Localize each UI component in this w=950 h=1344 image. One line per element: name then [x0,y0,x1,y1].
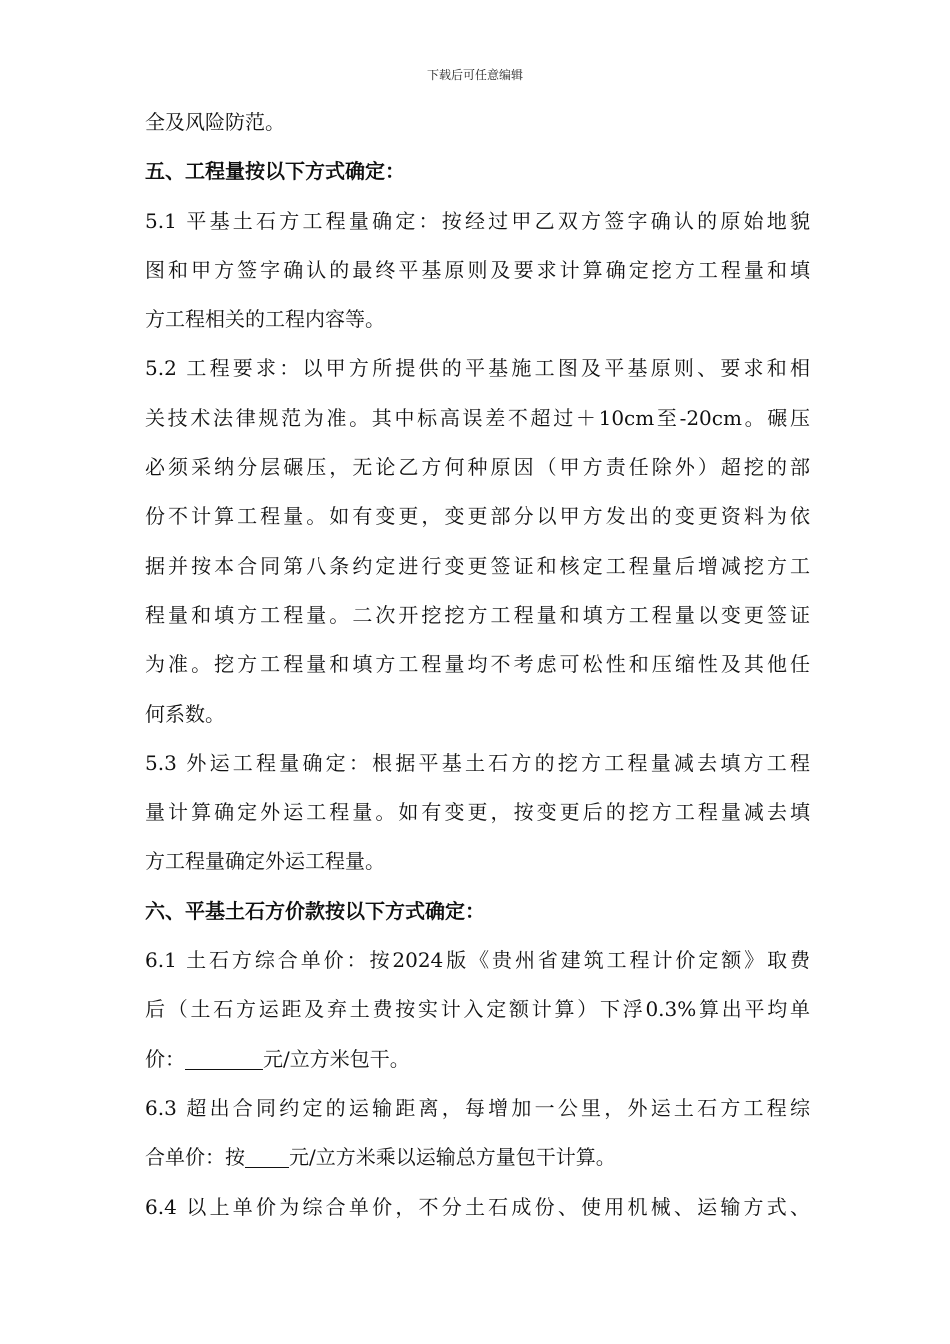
text-line: 据并按本合同第八条约定进行变更签证和核定工程量后增减挖方工 [145,553,810,578]
text-line-with-blank [145,1133,810,1182]
text-line: 量计算确定外运工程量。如有变更，按变更后的挖方工程量减去填 [145,800,810,825]
text-line: 方工程量确定外运工程量。 [145,849,385,874]
text-fragment: 元/立方米乘以运输总方量包干计算。 [289,1145,616,1170]
text-line-with-blank [145,1035,810,1084]
text-line: 份不计算工程量。如有变更，变更部分以甲方发出的变更资料为依 [145,504,810,529]
text-line: 关技术法律规范为准。其中标高误差不超过＋10cm至-20cm。碾压 [145,405,810,430]
text-line: 何系数。 [145,701,225,726]
text-line: 6.1 土石方综合单价：按2024版《贵州省建筑工程计价定额》取费 [145,948,810,973]
text-line: 5.2 工程要求：以甲方所提供的平基施工图及平基原则、要求和相 [145,356,810,381]
fill-in-blank-unit-price[interactable] [185,1047,263,1070]
text-line: 6.4 以上单价为综合单价，不分土石成份、使用机械、运输方式、 [145,1194,810,1219]
text-line: 方工程相关的工程内容等。 [145,307,385,332]
text-fragment: 价： [145,1046,185,1071]
text-line: 为准。挖方工程量和填方工程量均不考虑可松性和压缩性及其他任 [145,652,810,677]
text-line: 5.1 平基土石方工程量确定：按经过甲乙双方签字确认的原始地貌 [145,208,810,233]
section-heading-5: 五、工程量按以下方式确定： [145,159,405,184]
text-fragment: 合单价：按 [145,1145,245,1170]
text-line: 5.3 外运工程量确定：根据平基土石方的挖方工程量减去填方工程 [145,750,810,775]
fill-in-blank-extra-km-price[interactable] [245,1145,289,1168]
text-line: 全及风险防范。 [145,110,285,134]
text-line: 图和甲方签字确认的最终平基原则及要求计算确定挖方工程量和填 [145,257,810,282]
text-line: 必须采纳分层碾压，无论乙方何种原因（甲方责任除外）超挖的部 [145,455,810,480]
text-line: 程量和填方工程量。二次开挖挖方工程量和填方工程量以变更签证 [145,602,810,627]
section-heading-6: 六、平基土石方价款按以下方式确定： [145,898,485,923]
page-header: 下载后可任意编辑 [426,68,523,82]
text-fragment: 元/立方米包干。 [263,1046,410,1071]
document-body [145,98,810,1232]
text-line: 6.3 超出合同约定的运输距离，每增加一公里，外运土石方工程综 [145,1095,810,1120]
text-line: 后（土石方运距及弃土费按实计入定额计算）下浮0.3%算出平均单 [145,997,810,1022]
